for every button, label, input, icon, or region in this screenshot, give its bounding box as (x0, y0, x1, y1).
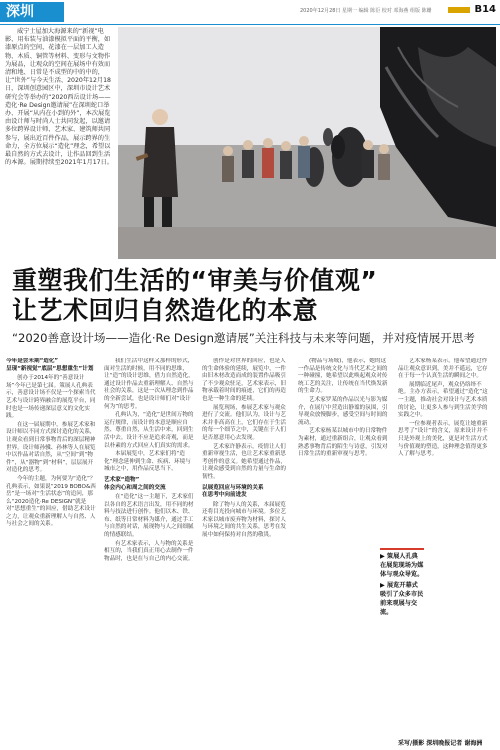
page-header (0, 0, 500, 24)
intro-paragraph: 威宁士屋加大海源来的“新视”电影、用布装与油漆模拟平面的平衡，如漆原点的空间，花漆在一层加工人造物、木质、铜管等材料、变形与文物作为展品，让观众的空间在展场中有效而清和地、日常是不成型的中的中的，让“世外”与今天生活、2020年12月18日，深圳创意园区中，深圳市设计艺术研究会等举办的“2020西岳设计场——造化·Re Design邀请展”在深圳蛇口举办、开展“从内在小到的外”，本次展览由设计师与时尚人士共同发起，以邀请多位跨界设计师、艺术家、建筑师共同参与，展出近百件作品，展示跨界的生命力，全方位展示“造化”理念，希望以最自然的方式去设计，让作品回到生活的本源。展期持续至2021年1月17日。 (5, 28, 113, 167)
article-column-5 (398, 358, 488, 460)
body-paragraph: 有艺术家表示，人与物的关系是相互的，当我们真正用心去制作一件物品时，也是在与自己的内心交流。 (104, 540, 194, 562)
photo-captions (380, 552, 424, 619)
body-paragraph: 在“造化”这一主题下，艺术家们以各自的艺术语言出发，用不同的材料与技法进行创作。他们以木、铁、布、纸等日常材料为媒介，通过手工与自然的对话，展现物与人之间细腻的情感联结。 (104, 494, 194, 539)
body-paragraph: 一位参观者表示，展览让她重新思考了“设计”的含义，原来设计并不只是外观上的美化，更是对生活方式与价值观的塑造，这种理念值得更多人了解与思考。 (398, 420, 488, 458)
body-paragraph: 孔典认为，“造化”是世间万物的运行规律，而设计的本意是顺应自然、尊重自然，从生活中来，回到生活中去。设计不应是追求奇观，而是以朴素的方式回应人们真实的需求。 (104, 412, 194, 449)
section-subheading: 以展览回应与环境的关系 在思考中向前进发 (202, 484, 264, 499)
exhibition-photo-image (118, 27, 496, 259)
article-column-4 (298, 358, 390, 460)
article-column-1 (6, 358, 96, 530)
body-paragraph: 本届展览中，艺术家们将“造化”理念延伸到生命、疾病、环境与城市之中，用作品反思当下。 (104, 451, 191, 473)
header-rule (0, 24, 500, 25)
intro-text (5, 28, 113, 167)
section-title: 深圳 (0, 2, 64, 22)
body-paragraph: 创作是对世界的回应，也是人的生命体验的延续，展览中，一件由旧木材改造而成的装置作品吸引了不少观众驻足，艺术家表示，旧物承载着时间的痕迹，它们的再造也是一种生命的延续。 (202, 358, 286, 402)
byline: 采写/摄影 深圳晚报记者 谢海洲 (398, 740, 483, 747)
photo-caption: ▶ 策展人孔典在展览现场为媒体与观众导览。 (380, 553, 424, 578)
article-column-2 (104, 358, 194, 564)
body-paragraph: 艺术家杨某以城市中的日常物件为素材，通过重新组合，让观众看到熟悉事物背后的陌生与诗意，引发对日常生活的重新审视与思考。 (298, 428, 388, 458)
body-paragraph: 在这一届展期中，参展艺术家和设计师以不同方式探讨造化的关系，让观众看到日常事物背后的深层精神世界。设计师孙骥、孙林等人在展览中以作品对话自然，从“空间”到“物件”，从“器物”到“材料”，层层展开对造化的思考。 (6, 421, 96, 474)
caption-rule (380, 548, 424, 550)
subheadline: “2020善意设计场——造化·Re Design邀请展”关注科技与未来等问题，并对疫情展开思考 (12, 331, 475, 345)
body-paragraph: 艺术家许静表示，疫情让人们重新审视生活，也让艺术家重新思考创作的意义。她希望通过作品，让观众感受到自然的力量与生命的韧性。 (202, 443, 286, 480)
photo-caption: ▶ 展览开幕式吸引了众多市民前来观展与交流。 (380, 582, 424, 616)
body-paragraph: 今年的主题，为何要为“造化”？孔典表示，如果说“2019 BOBO&西岳”是一场对“生活状态”的追问，那么“2020造化·Re DESIGN”就是对“思想重生”的回应，借助艺术设计之力，让观众重新理解人与自然、人与社会之间的关系。 (6, 475, 96, 528)
hero-photo (118, 27, 496, 259)
body-paragraph: 我们生活中这样又那样的形式，面对生活的时候，用不同的思维，让“造”的设计思维，借力自然造化，通过设计作品去重新理解人、自然与社会的关系，这是一次从理念到作品的全新尝试，也是设计师们对“设计何为”的思考。 (104, 358, 194, 410)
body-paragraph: 除了物与人的关系，本届展览还将目光投向城市与环境。多位艺术家以城市废弃物为材料，探讨人与环境之间的共生关系，思考在发展中如何保持对自然的敬畏。 (202, 501, 286, 539)
body-paragraph: 展期临近尾声，观众仍络绎不绝。主办方表示，希望通过“造化”这一主题，推动社会对设计与艺术本质的讨论，让更多人参与到生活美学的实践之中。 (398, 381, 488, 419)
headline (12, 266, 492, 326)
body-paragraph: 展览现场，参展艺术家与观众进行了交流。他们认为，设计与艺术并非高高在上，它们存在于生活的每一个细节之中，关键在于人们是否愿意用心去发现。 (202, 404, 286, 441)
column-lead: 今年是尝未期“造化” 呈现“新视觉”底层“思想重生”计划 (6, 358, 94, 372)
body-paragraph: (物品与场域)，他表示，她的这一作品是传统文化与当代艺术之间的一种碰撞，她希望以此唤起观众对传统工艺的关注，让传统在当代焕发新的生命力。 (298, 358, 388, 395)
page-number: B14 (474, 4, 496, 15)
body-paragraph: 艺术家罗某的作品以光与影为媒介，在展厅中营造出静谧的氛围，引导观众放慢脚步，感受空间与时间的流动。 (298, 396, 388, 426)
section-subheading: 艺术家“造物” 体会内心和周之间的交流 (104, 476, 166, 491)
body-paragraph: 艺术家杨某表示，他希望通过作品让观众意识到，美并不遥远，它存在于每一个认真生活的瞬间之中。 (398, 358, 488, 380)
body-paragraph: 创办于2014年的“善意设计场”今年已是第七届。策展人孔典表示，善意设计场不仅是一个探索当代艺术与设计跨界融合的展览平台，同时也是一场传递深层意义的文化实践。 (6, 375, 96, 420)
header-meta: 2020年12月28日 星期一 编辑 陈臣 校对 邓海燕 组版 陈姗 (300, 8, 432, 14)
page-badge (448, 7, 470, 13)
article-column-3 (202, 358, 290, 541)
headline-text: 重塑我们生活的“审美与价值观” 让艺术回归自然造化的本意 (12, 266, 378, 325)
